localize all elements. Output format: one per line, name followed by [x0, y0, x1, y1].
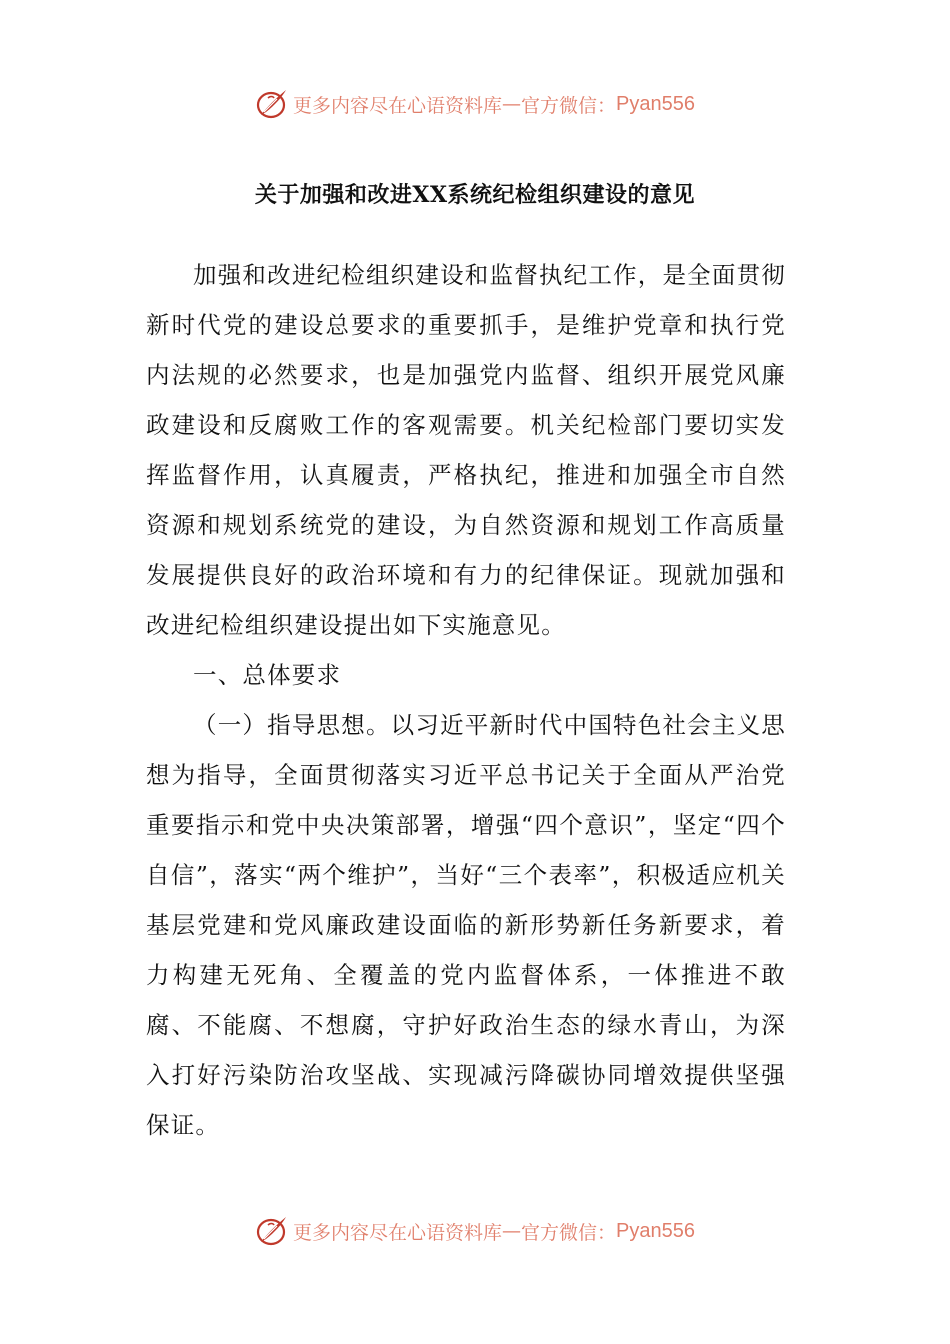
watermark-main-text: 更多内容尽在心语资料库 [293, 94, 503, 117]
watermark-wechat-id: Pyan556 [616, 1219, 695, 1242]
quill-pen-logo-icon [255, 87, 289, 121]
watermark-wechat-label: 官方微信： [521, 1221, 617, 1244]
watermark-dash: — [502, 1220, 522, 1242]
document-body [146, 250, 786, 1150]
guiding-ideology-paragraph: （一）指导思想。以习近平新时代中国特色社会主义思想为指导，全面贯彻落实习近平总书记关于全面从严治党重要指示和党中央决策部署，增强“四个意识”，坚定“四个自信”，落实“两个维护”，当好“三个表率”，积极适应机关基层党建和党风廉政建设面临的新形势新任务新要求，着力构建无死角、全覆盖的党内监督体系，一体推进不敢腐、不能腐、不想腐，守护好政治生态的绿水青山，为深入打好污染防治攻坚战、实现减污降碳协同增效提供坚强保证。 [146, 711, 786, 1139]
document-title: 关于加强和改进XX系统纪检组织建设的意见 [254, 182, 696, 208]
section-heading-general-requirements: 一、总体要求 [193, 661, 342, 689]
watermark-dash: — [502, 93, 522, 115]
watermark-wechat-id: Pyan556 [616, 92, 695, 115]
watermark-header [0, 84, 950, 124]
watermark-wechat-label: 官方微信： [521, 94, 617, 117]
quill-pen-logo-icon [255, 1214, 289, 1248]
watermark-footer [0, 1211, 950, 1251]
intro-paragraph: 加强和改进纪检组织建设和监督执纪工作，是全面贯彻新时代党的建设总要求的重要抓手，是维护党章和执行党内法规的必然要求，也是加强党内监督、组织开展党风廉政建设和反腐败工作的客观需要。机关纪检部门要切实发挥监督作用，认真履责，严格执纪，推进和加强全市自然资源和规划系统党的建设，为自然资源和规划工作高质量发展提供良好的政治环境和有力的纪律保证。现就加强和改进纪检组织建设提出如下实施意见。 [146, 261, 786, 639]
watermark-main-text: 更多内容尽在心语资料库 [293, 1221, 503, 1244]
